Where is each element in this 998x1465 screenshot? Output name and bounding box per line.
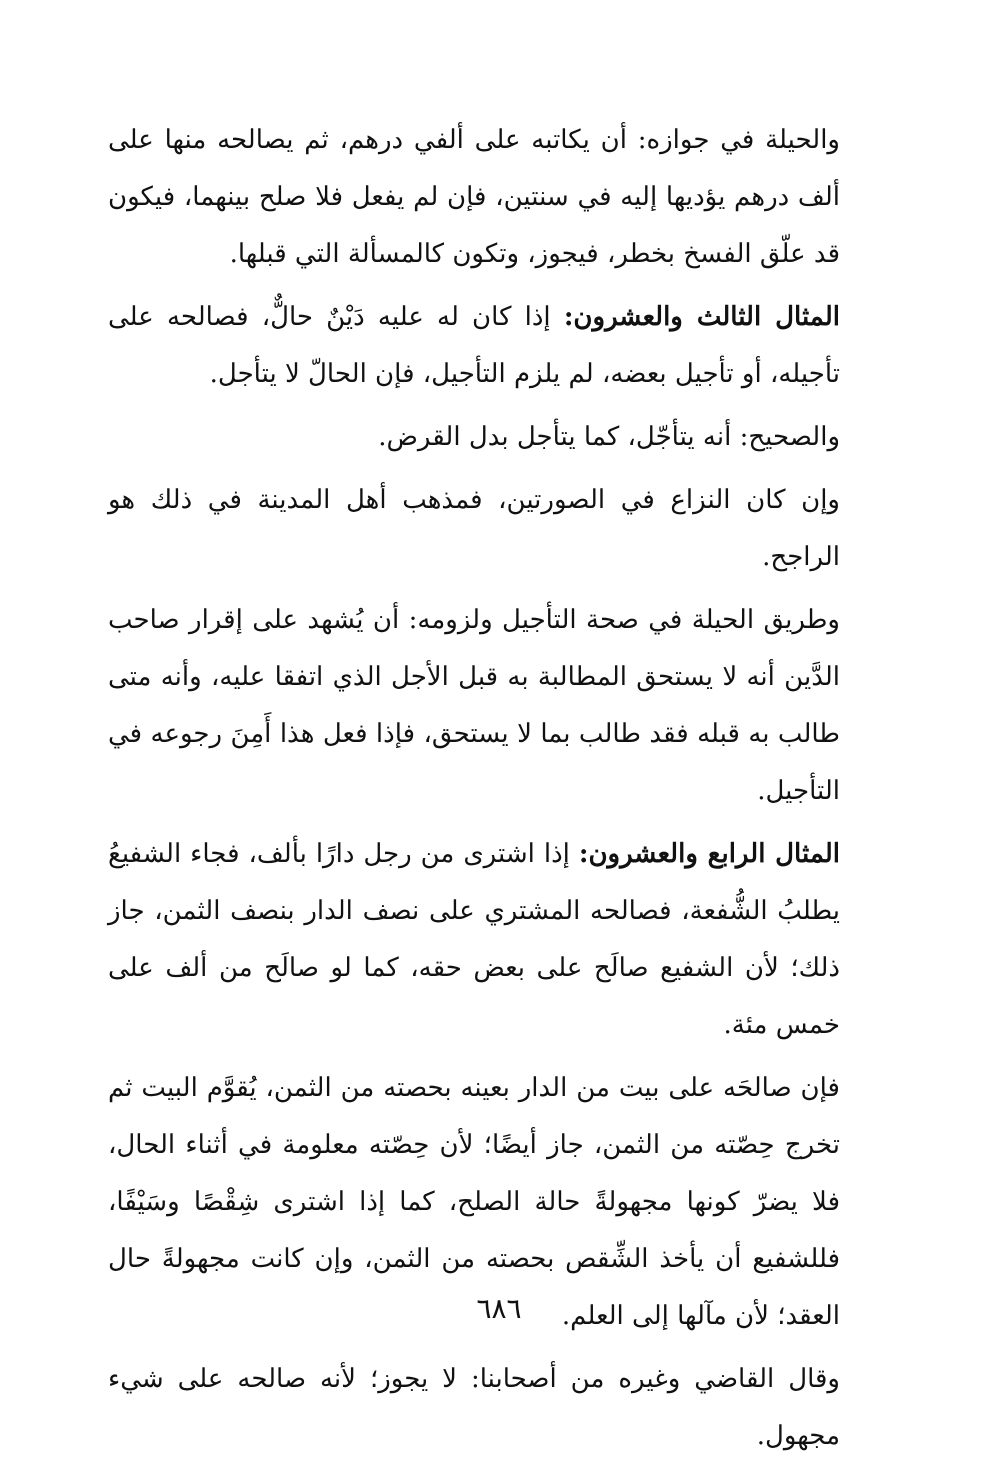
paragraph-text: إذا كان له عليه دَيْنٌ حالٌّ، فصالحه على تأجيله، أو تأجيل بعضه، لم يلزم التأجيل، فإن الحالّ لا يتأجل.: [108, 302, 840, 389]
paragraph-text: إذا اشترى من رجل دارًا بألف، فجاء الشفيعُ يطلبُ الشُّفعة، فصالحه المشتري على نصف الدار بنصف الثمن، جاز ذلك؛ لأن الشفيع صالَح على بعض حقه، كما لو صالَح من ألف على خمس مئة.: [108, 839, 840, 1040]
paragraph: [108, 1351, 840, 1465]
page-number: ٦٨٦: [476, 1292, 522, 1325]
paragraph: [108, 592, 840, 820]
paragraph-text: وإن كان النزاع في الصورتين، فمذهب أهل المدينة في ذلك هو الراجح.: [108, 485, 840, 572]
paragraph-text: وقال القاضي وغيره من أصحابنا: لا يجوز؛ لأنه صالحه على شيء مجهول.: [108, 1364, 840, 1451]
paragraph: [108, 826, 840, 1054]
paragraph: [108, 472, 840, 586]
paragraph-text: فإن صالحَه على بيت من الدار بعينه بحصته من الثمن، يُقوَّم البيت ثم تخرج حِصّته من الثمن، جاز أيضًا؛ لأن حِصّته معلومة في أثناء الحال، فلا يضرّ كونها مجهولةً حالة الصلح، كما إذا اشترى شِقْصًا وسَيْفًا، فللشفيع أن يأخذ الشِّقص بحصته من الثمن، وإن كانت مجهولةً حال العقد؛ لأن مآلها إلى العلم.: [108, 1073, 840, 1331]
paragraph-heading: المثال الرابع والعشرون:: [578, 839, 841, 869]
paragraph-heading: المثال الثالث والعشرون:: [563, 302, 840, 332]
paragraph-text: والحيلة في جوازه: أن يكاتبه على ألفي درهم، ثم يصالحه منها على ألف درهم يؤديها إليه في سنتين، فإن لم يفعل فلا صلح بينهما، فيكون قد علّق الفسخ بخطر، فيجوز، وتكون كالمسألة التي قبلها.: [108, 125, 840, 269]
paragraph-text: وطريق الحيلة في صحة التأجيل ولزومه: أن يُشهد على إقرار صاحب الدَّين أنه لا يستحق المطالبة به قبل الأجل الذي اتفقا عليه، وأنه متى طالب به قبله فقد طالب بما لا يستحق، فإذا فعل هذا أَمِنَ رجوعه في التأجيل.: [108, 605, 840, 806]
paragraph: [108, 409, 840, 466]
paragraph-text: والصحيح: أنه يتأجّل، كما يتأجل بدل القرض.: [378, 422, 840, 452]
paragraph: [108, 112, 840, 283]
paragraph: [108, 289, 840, 403]
body-text: [108, 112, 840, 1465]
